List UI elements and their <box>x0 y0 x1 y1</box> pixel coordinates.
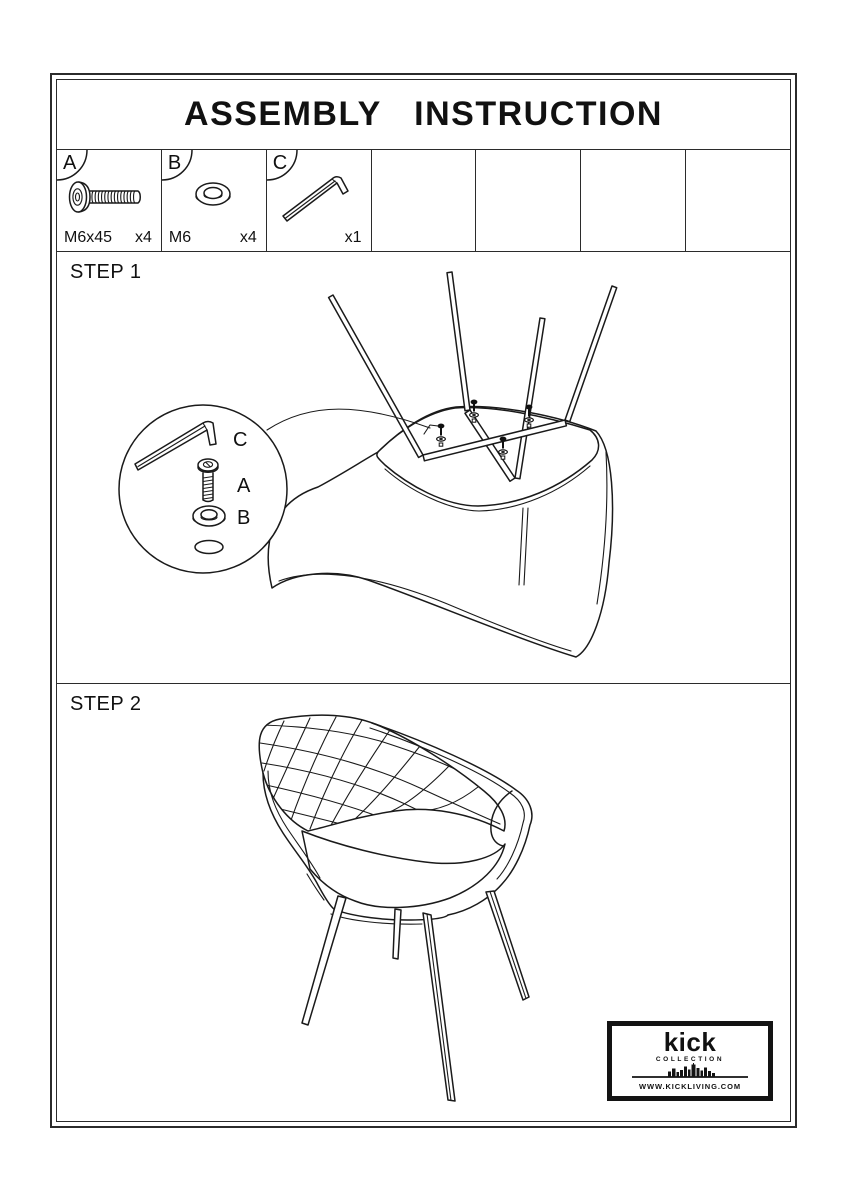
part-cell-empty <box>686 150 790 251</box>
brand-logo-box <box>607 1021 773 1101</box>
part-qty: x4 <box>134 229 152 246</box>
step-2-label: STEP 2 <box>70 693 142 715</box>
part-letter-a: A <box>63 152 77 174</box>
detail-label-screw: A <box>237 475 251 497</box>
detail-label-allen: C <box>233 429 248 451</box>
step-1-label: STEP 1 <box>70 261 142 283</box>
skyline-icon <box>630 1063 750 1080</box>
part-spec: M6x45 <box>64 229 113 246</box>
part-qty: x4 <box>239 229 257 246</box>
part-cell-c <box>267 150 372 251</box>
brand-website: WWW.KICKLIVING.COM <box>638 1081 742 1091</box>
brand-collection-label: COLLECTION <box>655 1055 725 1063</box>
step-1-section <box>57 252 790 684</box>
brand-name: kick <box>663 1027 717 1058</box>
part-cell-empty <box>372 150 477 251</box>
step-1-illustration <box>57 252 785 681</box>
washer-icon <box>186 178 242 220</box>
part-letter-c: C <box>272 152 288 174</box>
page-inner-border <box>56 79 791 1122</box>
part-spec: M6 <box>168 229 192 246</box>
step-2-section <box>57 684 790 1121</box>
allen-key-icon <box>277 166 369 232</box>
part-cell-b <box>162 150 267 251</box>
bolt-screw-icon <box>63 174 155 224</box>
part-qty: x1 <box>344 229 362 246</box>
title-band <box>57 80 790 150</box>
page-title: ASSEMBLY INSTRUCTION <box>184 95 663 133</box>
detail-label-washer: B <box>237 507 251 529</box>
part-cell-empty <box>476 150 581 251</box>
part-cell-a <box>57 150 162 251</box>
part-letter-b: B <box>167 152 182 174</box>
page-outer-border <box>50 73 797 1128</box>
parts-row <box>57 150 790 252</box>
part-cell-empty <box>581 150 686 251</box>
